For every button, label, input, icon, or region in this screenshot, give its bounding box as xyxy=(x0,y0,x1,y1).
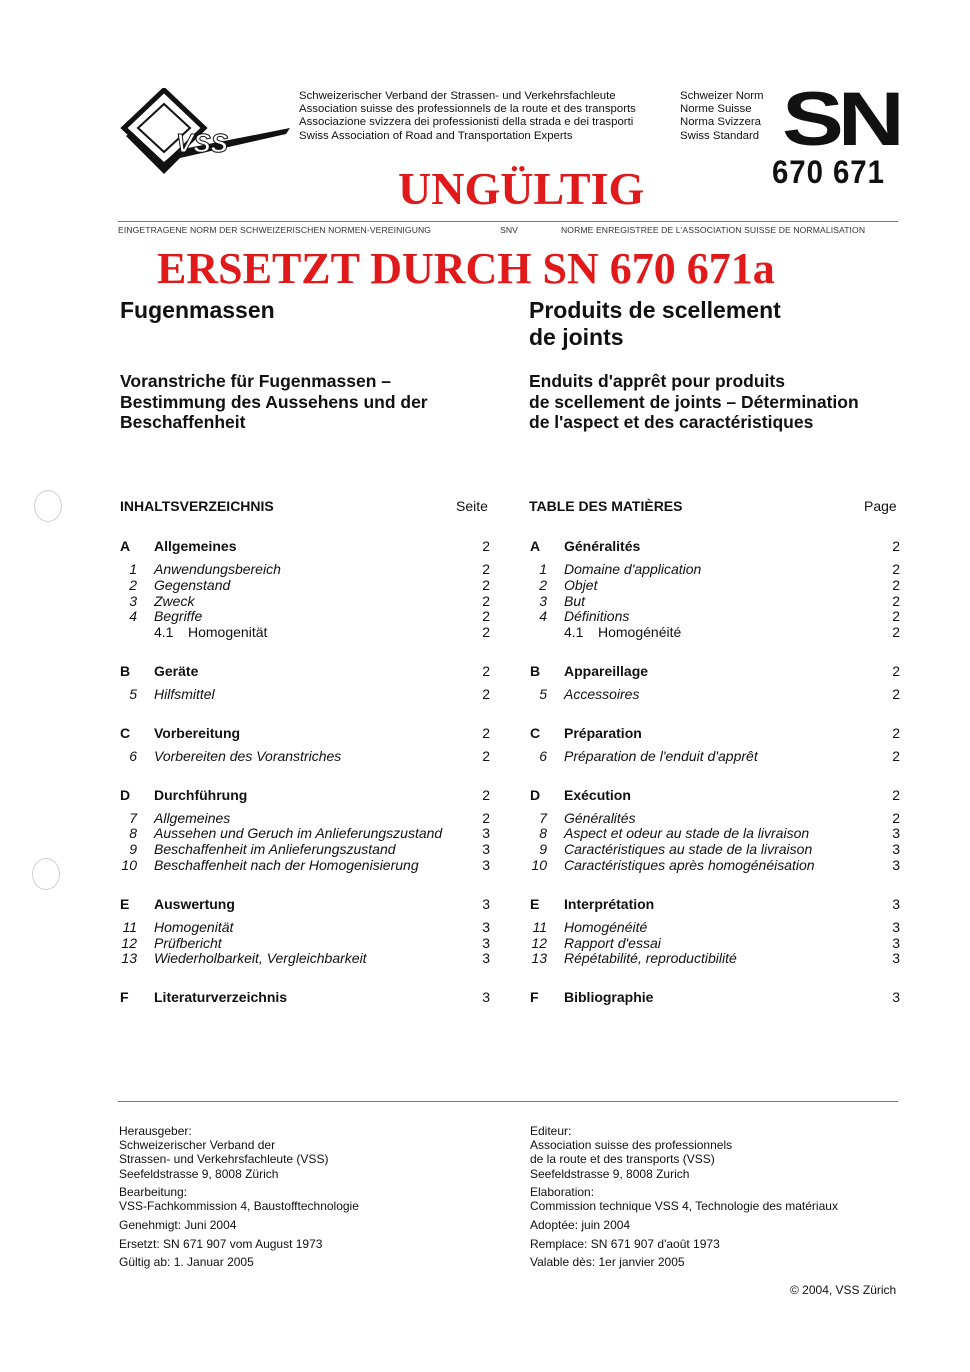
title-fr-line: Produits de scellement xyxy=(529,297,781,323)
registration-left: EINGETRAGENE NORM DER SCHWEIZERISCHEN NORMEN-VEREINIGUNG xyxy=(118,225,432,235)
toc-section xyxy=(120,896,490,912)
toc-entry xyxy=(530,686,900,702)
entry-page: 2 xyxy=(482,608,490,625)
entry-number: 1 xyxy=(129,561,137,577)
toc-entry xyxy=(120,608,490,624)
toc-entry xyxy=(120,841,490,857)
toc-heading-de: INHALTSVERZEICHNIS xyxy=(120,498,274,514)
entry-title: Définitions xyxy=(564,608,630,625)
publisher-line: Strassen- und Verkehrsfachleute (VSS) xyxy=(119,1152,329,1167)
entry-title: Homogenität xyxy=(188,624,268,641)
org-line: Schweizerischer Verband der Strassen- und Verkehrsfachleute xyxy=(299,90,616,102)
section-page: 2 xyxy=(482,538,490,554)
entry-title: Accessoires xyxy=(564,686,640,702)
org-line: Swiss Association of Road and Transportation Experts xyxy=(299,129,573,142)
entry-title: Prüfbericht xyxy=(154,934,222,951)
entry-page: 2 xyxy=(892,624,900,641)
entry-number: 12 xyxy=(531,934,547,951)
entry-title: Beschaffenheit im Anlieferungszustand xyxy=(154,841,396,858)
entry-page: 3 xyxy=(482,950,490,967)
toc-entry xyxy=(530,935,900,951)
entry-page: 2 xyxy=(482,624,490,641)
entry-number: 9 xyxy=(129,841,137,858)
toc-section xyxy=(530,896,900,912)
section-page: 2 xyxy=(892,724,900,741)
norm-line: Norma Svizzera xyxy=(680,116,762,129)
publisher-line: Seefeldstrasse 9, 8008 Zurich xyxy=(530,1166,690,1181)
section-title: Bibliographie xyxy=(564,989,654,1006)
publisher-line: Association suisse des professionnels xyxy=(530,1138,733,1153)
entry-number: 13 xyxy=(531,950,547,967)
entry-title: Domaine d'application xyxy=(564,561,702,577)
toc-entry xyxy=(120,624,490,640)
entry-title: Généralités xyxy=(564,809,636,826)
entry-number: 6 xyxy=(129,747,137,764)
toc-de xyxy=(120,538,490,1018)
toc-section xyxy=(120,725,490,741)
publisher-line: Seefeldstrasse 9, 8008 Zürich xyxy=(119,1166,279,1181)
toc-entry xyxy=(530,624,900,640)
org-line: Associazione svizzera dei professionisti della strada e dei trasporti xyxy=(299,116,634,129)
title-de: Fugenmassen xyxy=(120,297,275,323)
toc-entry xyxy=(120,950,490,966)
section-title: Généralités xyxy=(564,538,641,554)
toc-heading-fr: TABLE DES MATIÈRES xyxy=(529,498,683,514)
subtitle-fr xyxy=(529,371,859,433)
toc-entry xyxy=(120,577,490,593)
section-title: Durchführung xyxy=(154,786,248,803)
entry-title: Caractéristiques après homogénéisation xyxy=(564,857,815,873)
publisher-line: Bearbeitung: xyxy=(119,1185,188,1200)
entry-title: Wiederholbarkeit, Vergleichbarkeit xyxy=(154,950,367,967)
entry-page: 2 xyxy=(482,809,490,826)
section-letter: D xyxy=(530,786,541,803)
subtitle-fr-line: Enduits d'apprêt pour produits xyxy=(529,371,785,391)
entry-number: 7 xyxy=(129,809,137,826)
subtitle-de-line: Voranstriche für Fugenmassen – xyxy=(120,371,392,391)
toc-entry xyxy=(530,950,900,966)
section-letter: C xyxy=(530,724,541,741)
publisher-line: Elaboration: xyxy=(530,1185,595,1200)
entry-page: 2 xyxy=(482,686,490,702)
subtitle-de xyxy=(120,371,428,433)
entry-title: Homogenität xyxy=(154,918,234,935)
norm-type xyxy=(680,90,764,143)
entry-title: Aussehen und Geruch im Anlieferungszustand xyxy=(154,825,443,842)
sn-mark: SN xyxy=(782,77,899,162)
entry-title: Zweck xyxy=(154,592,195,609)
entry-number: 5 xyxy=(129,686,137,702)
entry-page: 3 xyxy=(482,857,490,873)
entry-page: 3 xyxy=(482,841,490,858)
entry-title: But xyxy=(564,592,586,609)
entry-page: 2 xyxy=(892,747,900,764)
entry-number: 9 xyxy=(539,841,547,858)
toc-section xyxy=(530,725,900,741)
entry-number: 10 xyxy=(531,857,547,873)
publisher-line: de la route et des transports (VSS) xyxy=(530,1152,715,1167)
section-letter: E xyxy=(530,895,540,912)
toc-entry xyxy=(120,593,490,609)
entry-page: 3 xyxy=(482,934,490,951)
toc-entry xyxy=(120,561,490,577)
norm-line: Swiss Standard xyxy=(680,129,760,142)
entry-number: 2 xyxy=(129,576,137,593)
title-fr xyxy=(529,297,781,351)
entry-title: Objet xyxy=(564,576,598,593)
entry-page: 3 xyxy=(482,918,490,935)
publisher-paragraph xyxy=(119,1124,359,1181)
entry-title: Allgemeines xyxy=(154,809,231,826)
section-title: Vorbereitung xyxy=(154,724,241,741)
publisher-paragraph xyxy=(530,1218,838,1232)
publisher-paragraph xyxy=(530,1185,838,1213)
toc-entry xyxy=(530,608,900,624)
section-title: Allgemeines xyxy=(154,538,237,554)
norm-line: Norme Suisse xyxy=(680,103,752,116)
norm-line: Schweizer Norm xyxy=(680,90,764,102)
registration-rule xyxy=(118,221,898,222)
publisher-info-fr xyxy=(530,1124,838,1274)
section-letter: F xyxy=(530,989,539,1006)
publisher-line: Genehmigt: Juni 2004 xyxy=(119,1218,237,1232)
entry-number: 5 xyxy=(539,686,547,702)
publisher-line: Gültig ab: 1. Januar 2005 xyxy=(119,1255,254,1270)
publisher-line: VSS-Fachkommission 4, Baustofftechnologie xyxy=(119,1199,359,1214)
publisher-paragraph xyxy=(530,1124,838,1181)
section-title: Interprétation xyxy=(564,895,655,912)
toc-fr xyxy=(530,538,900,1018)
toc-entry xyxy=(120,919,490,935)
entry-title: Gegenstand xyxy=(154,576,231,593)
toc-entry xyxy=(120,748,490,764)
section-title: Auswertung xyxy=(154,895,235,912)
publisher-line: Editeur: xyxy=(530,1124,572,1138)
entry-number: 7 xyxy=(539,809,547,826)
entry-title: Homogénéité xyxy=(598,624,682,641)
entry-title: Vorbereiten des Voranstriches xyxy=(154,747,342,764)
subtitle-fr-line: de l'aspect et des caractéristiques xyxy=(529,412,814,432)
section-title: Exécution xyxy=(564,786,631,803)
registration-center: SNV xyxy=(500,225,518,235)
subtitle-de-line: Bestimmung des Aussehens und der xyxy=(120,391,428,412)
entry-number: 3 xyxy=(129,592,137,609)
toc-entry xyxy=(530,748,900,764)
section-letter: B xyxy=(530,663,541,679)
entry-page: 2 xyxy=(892,561,900,577)
toc-section xyxy=(120,663,490,679)
section-page: 3 xyxy=(892,989,900,1006)
entry-page: 2 xyxy=(892,686,900,702)
copyright: © 2004, VSS Zürich xyxy=(790,1283,897,1297)
registration-right: NORME ENREGISTREE DE L'ASSOCIATION SUISSE DE NORMALISATION xyxy=(561,225,866,235)
toc-entry xyxy=(120,686,490,702)
toc-entry xyxy=(120,935,490,951)
publisher-paragraph xyxy=(530,1255,838,1269)
entry-number: 10 xyxy=(121,857,137,873)
entry-number: 12 xyxy=(121,934,137,951)
toc-section xyxy=(530,787,900,803)
toc-section xyxy=(120,538,490,554)
entry-title: Aspect et odeur au stade de la livraison xyxy=(564,825,810,842)
toc-entry xyxy=(530,561,900,577)
subtitle-fr-line: de scellement de joints – Détermination xyxy=(529,391,859,412)
publisher-paragraph xyxy=(530,1237,838,1251)
title-fr-line: de joints xyxy=(529,324,624,350)
section-page: 2 xyxy=(482,786,490,803)
organization-names xyxy=(299,90,636,143)
toc-section xyxy=(120,787,490,803)
entry-page: 3 xyxy=(892,825,900,842)
section-letter: D xyxy=(120,786,131,803)
publisher-line: Ersetzt: SN 671 907 vom August 1973 xyxy=(119,1236,323,1251)
publisher-paragraph xyxy=(119,1237,359,1251)
section-page: 2 xyxy=(892,538,900,554)
toc-page-label-de: Seite xyxy=(456,498,488,514)
entry-title: Rapport d'essai xyxy=(564,934,661,951)
entry-title: Caractéristiques au stade de la livraison xyxy=(564,841,813,858)
sn-number: 670 671 xyxy=(772,154,885,190)
entry-number: 4.1 xyxy=(154,624,174,641)
entry-page: 3 xyxy=(892,934,900,951)
entry-number: 8 xyxy=(129,825,137,842)
entry-page: 2 xyxy=(482,592,490,609)
section-title: Appareillage xyxy=(564,663,649,679)
entry-page: 3 xyxy=(892,857,900,873)
toc-entry xyxy=(530,825,900,841)
publisher-line: Remplace: SN 671 907 d'août 1973 xyxy=(530,1236,720,1251)
toc-entry xyxy=(120,857,490,873)
invalid-stamp: UNGÜLTIG xyxy=(398,163,645,214)
footer-rule xyxy=(118,1101,898,1102)
punch-hole-mark xyxy=(32,858,60,890)
publisher-line: Adoptée: juin 2004 xyxy=(530,1218,631,1232)
entry-number: 11 xyxy=(532,918,547,935)
entry-page: 2 xyxy=(892,576,900,593)
section-title: Literaturverzeichnis xyxy=(154,989,288,1006)
section-letter: B xyxy=(120,663,131,679)
toc-section xyxy=(120,989,490,1005)
entry-title: Préparation de l'enduit d'apprêt xyxy=(564,747,758,764)
section-letter: A xyxy=(120,538,131,554)
entry-title: Hilfsmittel xyxy=(154,686,215,702)
publisher-line: Herausgeber: xyxy=(119,1124,192,1138)
entry-title: Anwendungsbereich xyxy=(154,561,281,577)
section-letter: A xyxy=(530,538,541,554)
entry-number: 13 xyxy=(121,950,137,967)
toc-entry xyxy=(120,825,490,841)
entry-number: 11 xyxy=(122,918,137,935)
toc-entry xyxy=(530,857,900,873)
toc-section xyxy=(530,663,900,679)
org-line: Association suisse des professionnels de la route et des transports xyxy=(299,103,636,116)
punch-hole-mark xyxy=(34,490,62,522)
toc-entry xyxy=(530,577,900,593)
subtitle-de-line: Beschaffenheit xyxy=(120,412,246,432)
entry-title: Begriffe xyxy=(154,608,203,625)
section-page: 3 xyxy=(482,895,490,912)
section-title: Préparation xyxy=(564,724,642,741)
toc-page-label-fr: Page xyxy=(864,498,897,514)
publisher-line: Schweizerischer Verband der xyxy=(119,1138,276,1153)
entry-number: 4.1 xyxy=(564,624,584,641)
section-page: 2 xyxy=(482,663,490,679)
section-letter: C xyxy=(120,724,131,741)
entry-number: 6 xyxy=(539,747,547,764)
toc-section xyxy=(530,989,900,1005)
section-page: 3 xyxy=(482,989,490,1006)
entry-page: 2 xyxy=(482,561,490,577)
toc-entry xyxy=(530,841,900,857)
section-page: 2 xyxy=(482,724,490,741)
replaced-stamp: ERSETZT DURCH SN 670 671a xyxy=(157,244,775,293)
entry-number: 8 xyxy=(539,825,547,842)
publisher-line: Commission technique VSS 4, Technologie des matériaux xyxy=(530,1199,838,1214)
section-title: Geräte xyxy=(154,663,199,679)
toc-section xyxy=(530,538,900,554)
entry-number: 4 xyxy=(129,608,137,625)
entry-page: 2 xyxy=(892,809,900,826)
logo-lettering: VSS xyxy=(176,128,229,158)
section-letter: E xyxy=(120,895,130,912)
section-page: 2 xyxy=(892,786,900,803)
entry-page: 3 xyxy=(892,950,900,967)
toc-entry xyxy=(120,810,490,826)
section-letter: F xyxy=(120,989,129,1006)
vss-logo xyxy=(118,88,290,180)
toc-entry xyxy=(530,593,900,609)
toc-entry xyxy=(530,919,900,935)
entry-title: Homogénéité xyxy=(564,918,648,935)
entry-page: 3 xyxy=(892,918,900,935)
publisher-paragraph xyxy=(119,1185,359,1213)
entry-page: 3 xyxy=(892,841,900,858)
entry-page: 2 xyxy=(482,576,490,593)
entry-number: 2 xyxy=(539,576,547,593)
entry-title: Beschaffenheit nach der Homogenisierung xyxy=(154,857,419,873)
entry-number: 1 xyxy=(539,561,547,577)
entry-title: Répétabilité, reproductibilité xyxy=(564,950,737,967)
entry-number: 4 xyxy=(539,608,547,625)
entry-page: 2 xyxy=(482,747,490,764)
publisher-line: Valable dès: 1er janvier 2005 xyxy=(530,1255,685,1270)
toc-entry xyxy=(530,810,900,826)
section-page: 2 xyxy=(892,663,900,679)
entry-page: 2 xyxy=(892,592,900,609)
entry-page: 2 xyxy=(892,608,900,625)
publisher-info-de xyxy=(119,1124,359,1274)
entry-page: 3 xyxy=(482,825,490,842)
entry-number: 3 xyxy=(539,592,547,609)
section-page: 3 xyxy=(892,895,900,912)
publisher-paragraph xyxy=(119,1255,359,1269)
publisher-paragraph xyxy=(119,1218,359,1232)
